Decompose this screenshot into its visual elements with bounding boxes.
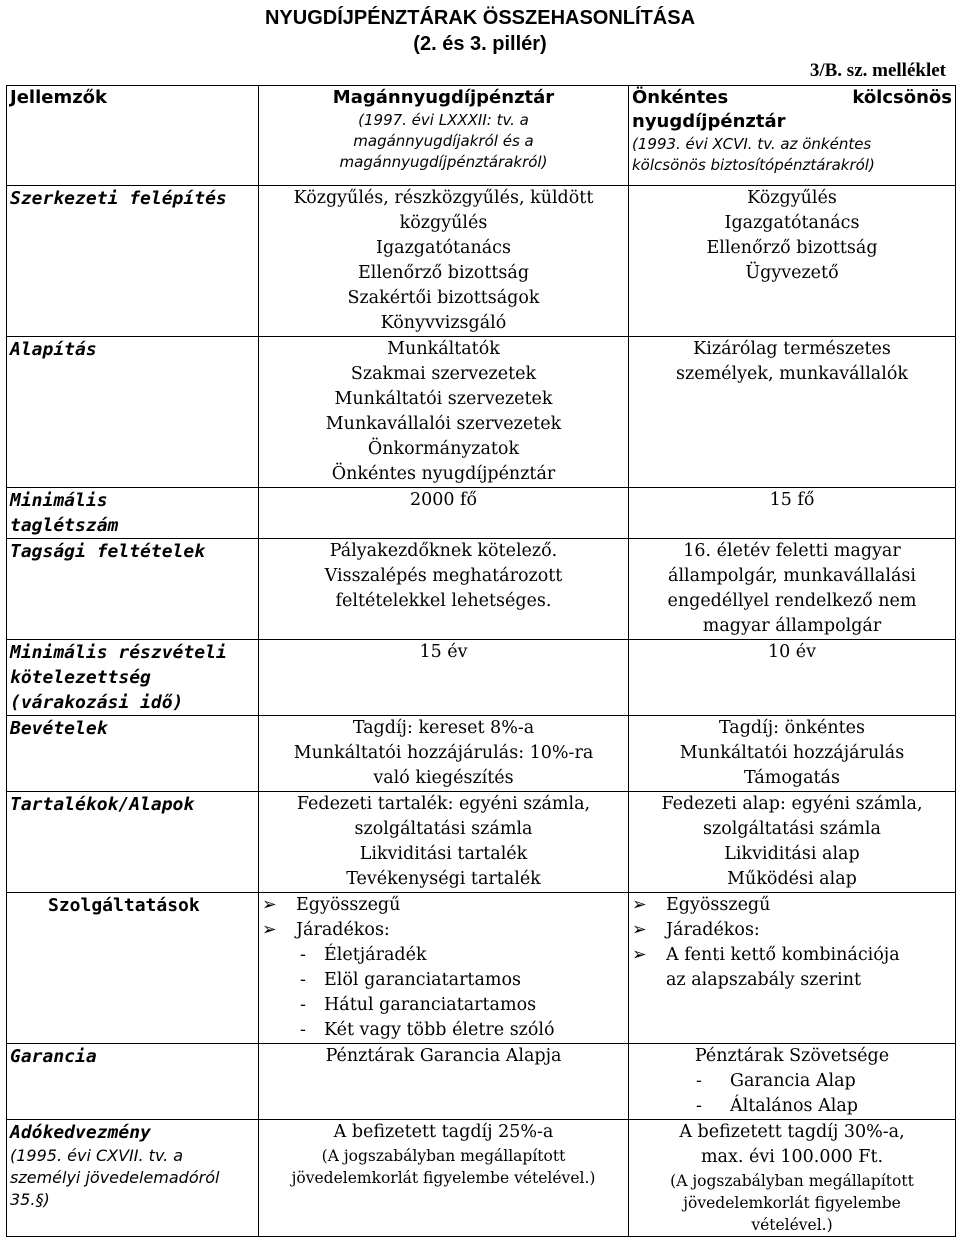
row-col3: Tagdíj: önkéntes Munkáltatói hozzájárulás Támogatás (629, 716, 956, 792)
list-item: ➢ Járadékos: (262, 918, 625, 943)
row-col3: Fedezeti alap: egyéni számla, szolgáltatási számla Likviditási alap Működési alap (629, 792, 956, 893)
table-row (7, 186, 956, 337)
row-col2 (259, 893, 629, 1044)
guarantee-list (632, 1069, 952, 1119)
list-item: - Általános Alap (696, 1096, 858, 1116)
arrow-bullet-icon: ➢ (632, 920, 647, 940)
row-col3: ➢ Egyösszegű ➢ Járadékos: ➢ A fenti kettő kombinációja az alapszabály szerint (629, 893, 956, 1044)
header-col3: Önkéntes kölcsönös nyugdíjpénztár (1993. évi XCVI. tv. az önkéntes kölcsönös biztosítópénztárakról) (629, 86, 956, 186)
services-list (262, 893, 625, 943)
table-row (7, 1120, 956, 1237)
list-item: ➢ Egyösszegű (262, 893, 625, 918)
row-label: Minimális részvételi kötelezettség (várakozási idő) (7, 640, 259, 716)
row-col2: Tagdíj: kereset 8%-a Munkáltatói hozzájárulás: 10%-ra való kiegészítés (259, 716, 629, 792)
list-item: - Életjáradék (300, 945, 427, 965)
table-row (7, 716, 956, 792)
list-item: - Garancia Alap (696, 1071, 856, 1091)
list-item: ➢ A fenti kettő kombinációja (632, 943, 952, 968)
row-col3: Közgyűlés Igazgatótanács Ellenőrző bizottság Ügyvezető (629, 186, 956, 337)
table-row (7, 337, 956, 488)
table-row (7, 488, 956, 539)
comparison-table (6, 85, 956, 1237)
list-item: - Két vagy több életre szóló (300, 1020, 555, 1040)
services-list (632, 893, 952, 968)
row-label: Tagsági feltételek (7, 539, 259, 640)
list-item: ➢ Járadékos: (632, 918, 952, 943)
row-col2: 2000 fő (259, 488, 629, 539)
arrow-bullet-icon: ➢ (632, 945, 647, 965)
row-label: Adókedvezmény (1995. évi CXVII. tv. a személyi jövedelemadóról 35.§) (7, 1120, 259, 1237)
header-col2: Magánnyugdíjpénztár (1997. évi LXXXII: tv. a magánnyugdíjakról és a magánnyugdíjpénztárakról) (259, 86, 629, 186)
annex-label: 3/B. sz. melléklet (809, 60, 946, 81)
arrow-bullet-icon: ➢ (262, 895, 277, 915)
table-row (7, 640, 956, 716)
row-col3: A befizetett tagdíj 30%-a, max. évi 100.000 Ft. (A jogszabályban megállapított jövedelemkorlát figyelembe vételével.) (629, 1120, 956, 1237)
row-label: Szerkezeti felépítés (7, 186, 259, 337)
arrow-bullet-icon: ➢ (262, 920, 277, 940)
row-label: Szolgáltatások (7, 893, 259, 1044)
row-label: Tartalékok/Alapok (7, 792, 259, 893)
row-col3: 15 fő (629, 488, 956, 539)
table-row (7, 539, 956, 640)
table-row (7, 792, 956, 893)
annuity-list (262, 943, 625, 1043)
row-col3: 16. életév feletti magyar állampolgár, munkavállalási engedéllyel rendelkező nem magyar állampolgár (629, 539, 956, 640)
row-label: Bevételek (7, 716, 259, 792)
table-row (7, 1044, 956, 1120)
row-col2: Fedezeti tartalék: egyéni számla, szolgáltatási számla Likviditási tartalék Tevékenységi tartalék (259, 792, 629, 893)
row-label: Garancia (7, 1044, 259, 1120)
arrow-bullet-icon: ➢ (632, 895, 647, 915)
list-item: ➢ Egyösszegű (632, 893, 952, 918)
row-col2: Munkáltatók Szakmai szervezetek Munkáltatói szervezetek Munkavállalói szervezetek Önkormányzatok Önkéntes nyugdíjpénztár (259, 337, 629, 488)
header-col3-title: Önkéntes kölcsönös (632, 87, 952, 108)
row-col3: 10 év (629, 640, 956, 716)
row-col2: Közgyűlés, részközgyűlés, küldött közgyűlés Igazgatótanács Ellenőrző bizottság Szakértői bizottságok Könyvvizsgáló (259, 186, 629, 337)
row-col3: Pénztárak Szövetsége - Garancia Alap - Általános Alap (629, 1044, 956, 1120)
table-header-row (7, 86, 956, 186)
row-col2: 15 év (259, 640, 629, 716)
page-subtitle: (2. és 3. pillér) (413, 33, 547, 55)
header-col2-title: Magánnyugdíjpénztár (332, 87, 555, 108)
row-col2: A befizetett tagdíj 25%-a (A jogszabályban megállapított jövedelemkorlát figyelembe vételével.) (259, 1120, 629, 1237)
row-label: Minimális taglétszám (7, 488, 259, 539)
header-col1: Jellemzők (7, 86, 259, 186)
row-col2: Pályakezdőknek kötelező. Visszalépés meghatározott feltételekkel lehetséges. (259, 539, 629, 640)
page-title: NYUGDÍJPÉNZTÁRAK ÖSSZEHASONLÍTÁSA (264, 7, 696, 29)
row-col2: Pénztárak Garancia Alapja (259, 1044, 629, 1120)
list-item: - Hátul garanciatartamos (300, 995, 537, 1015)
row-label: Alapítás (7, 337, 259, 488)
table-row (7, 893, 956, 1044)
list-item: - Elöl garanciatartamos (300, 970, 522, 990)
row-col3: Kizárólag természetes személyek, munkavállalók (629, 337, 956, 488)
